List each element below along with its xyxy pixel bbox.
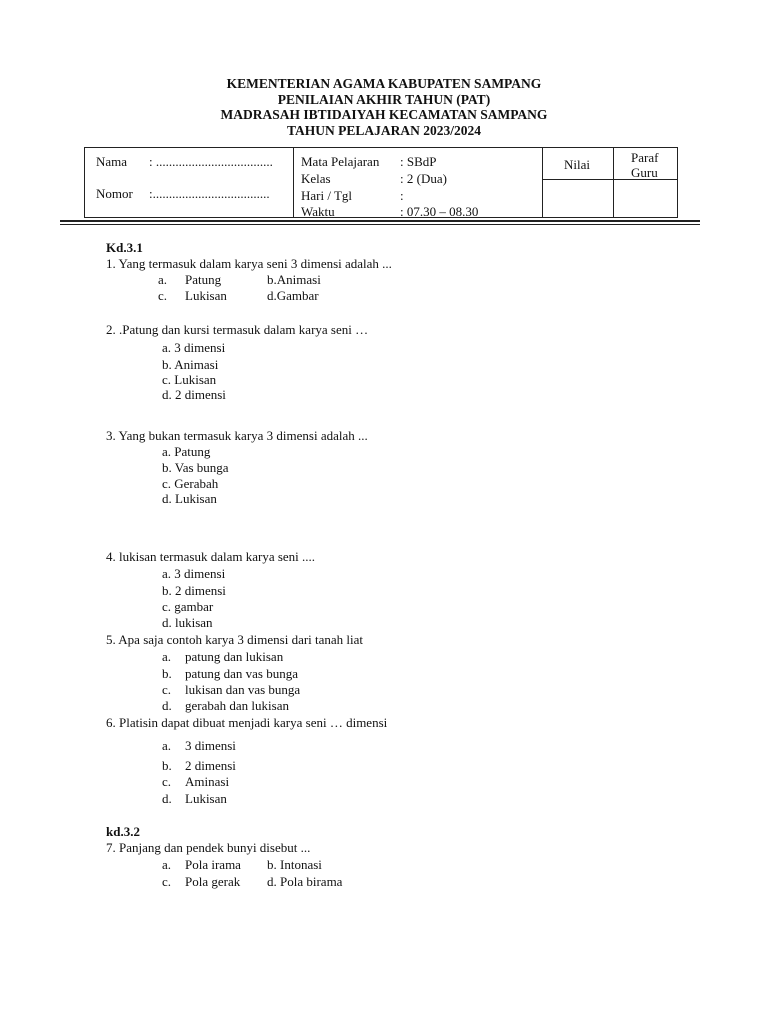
waktu-value: : 07.30 – 08.30 — [400, 204, 479, 219]
table-divider — [613, 148, 614, 217]
q1-option-a: Patung — [185, 272, 222, 287]
kelas-value: : 2 (Dua) — [400, 171, 447, 186]
q6-option-d-letter: d. — [162, 791, 172, 806]
header-ministry: KEMENTERIAN AGAMA KABUPATEN SAMPANG — [226, 76, 542, 91]
table-divider — [542, 148, 543, 217]
q2-option-b: b. Animasi — [162, 357, 219, 372]
hari-label: Hari / Tgl — [301, 188, 353, 203]
q5-option-d-letter: d. — [162, 698, 172, 713]
header-school-year: TAHUN PELAJARAN 2023/2024 — [286, 122, 481, 138]
question-3: 3. Yang bukan termasuk karya 3 dimensi adalah ... — [106, 428, 368, 443]
q7-option-a-letter: a. — [162, 857, 172, 872]
question-6: 6. Platisin dapat dibuat menjadi karya seni … dimensi — [106, 715, 388, 730]
q5-option-b-letter: b. — [162, 666, 172, 681]
header-school: MADRASAH IBTIDAIYAH KECAMATAN SAMPANG — [220, 107, 548, 122]
q6-option-c: Aminasi — [185, 774, 230, 789]
q6-option-b: 2 dimensi — [185, 758, 236, 773]
question-7: 7. Panjang dan pendek bunyi disebut ... — [106, 840, 311, 855]
q5-option-b: patung dan vas bunga — [185, 666, 299, 681]
mapel-label: Mata Pelajaran — [301, 154, 380, 169]
exam-header — [0, 76, 768, 138]
student-info-table — [84, 147, 678, 218]
q7-option-c: Pola gerak — [185, 874, 241, 889]
nama-field[interactable]: : .................................... — [149, 154, 273, 169]
section-heading-kd31: Kd.3.1 — [106, 240, 143, 255]
q1-option-c-letter: c. — [158, 288, 168, 303]
q5-option-d: gerabah dan lukisan — [185, 698, 289, 713]
q4-option-d: d. lukisan — [162, 615, 213, 630]
nilai-label: Nilai — [564, 157, 590, 172]
q4-option-a: a. 3 dimensi — [162, 566, 226, 581]
question-1: 1. Yang termasuk dalam karya seni 3 dimensi adalah ... — [106, 256, 392, 271]
q1-option-d: d.Gambar — [267, 288, 319, 303]
header-exam-type: PENILAIAN AKHIR TAHUN (PAT) — [277, 91, 491, 107]
nomor-label: Nomor — [96, 186, 133, 201]
q6-option-c-letter: c. — [162, 774, 172, 789]
hari-field[interactable]: : — [400, 188, 404, 203]
question-5: 5. Apa saja contoh karya 3 dimensi dari tanah liat — [106, 632, 364, 647]
q6-option-a: 3 dimensi — [185, 738, 236, 753]
q6-option-a-letter: a. — [162, 738, 172, 753]
table-divider — [293, 148, 294, 217]
question-4: 4. lukisan termasuk dalam karya seni .... — [106, 549, 316, 564]
q2-option-a: a. 3 dimensi — [162, 340, 226, 355]
kelas-label: Kelas — [301, 171, 331, 186]
q3-option-b: b. Vas bunga — [162, 460, 229, 475]
q3-option-c: c. Gerabah — [162, 476, 219, 491]
nomor-field[interactable]: :.................................... — [149, 186, 270, 201]
q7-option-b: b. Intonasi — [267, 857, 322, 872]
q5-option-a-letter: a. — [162, 649, 172, 664]
q3-option-d: d. Lukisan — [162, 491, 217, 506]
q1-option-a-letter: a. — [158, 272, 168, 287]
q2-option-d: d. 2 dimensi — [162, 387, 226, 402]
q2-option-c: c. Lukisan — [162, 372, 217, 387]
question-2: 2. .Patung dan kursi termasuk dalam karya seni … — [106, 322, 369, 337]
header-rule-thick — [60, 220, 700, 222]
q7-option-c-letter: c. — [162, 874, 172, 889]
q5-option-c: lukisan dan vas bunga — [185, 682, 301, 697]
nama-label: Nama — [96, 154, 128, 169]
waktu-label: Waktu — [301, 204, 335, 219]
q7-option-a: Pola irama — [185, 857, 241, 872]
q4-option-b: b. 2 dimensi — [162, 583, 226, 598]
q3-option-a: a. Patung — [162, 444, 211, 459]
q5-option-a: patung dan lukisan — [185, 649, 284, 664]
mapel-value: : SBdP — [400, 154, 437, 169]
q4-option-c: c. gambar — [162, 599, 214, 614]
q5-option-c-letter: c. — [162, 682, 172, 697]
section-heading-kd32: kd.3.2 — [106, 824, 140, 839]
q1-option-b: b.Animasi — [267, 272, 321, 287]
paraf-label: Paraf — [631, 150, 659, 165]
header-rule-thin — [60, 224, 700, 225]
guru-label: Guru — [631, 165, 658, 180]
q6-option-b-letter: b. — [162, 758, 172, 773]
q7-option-d: d. Pola birama — [267, 874, 343, 889]
q6-option-d: Lukisan — [185, 791, 227, 806]
q1-option-c: Lukisan — [185, 288, 227, 303]
